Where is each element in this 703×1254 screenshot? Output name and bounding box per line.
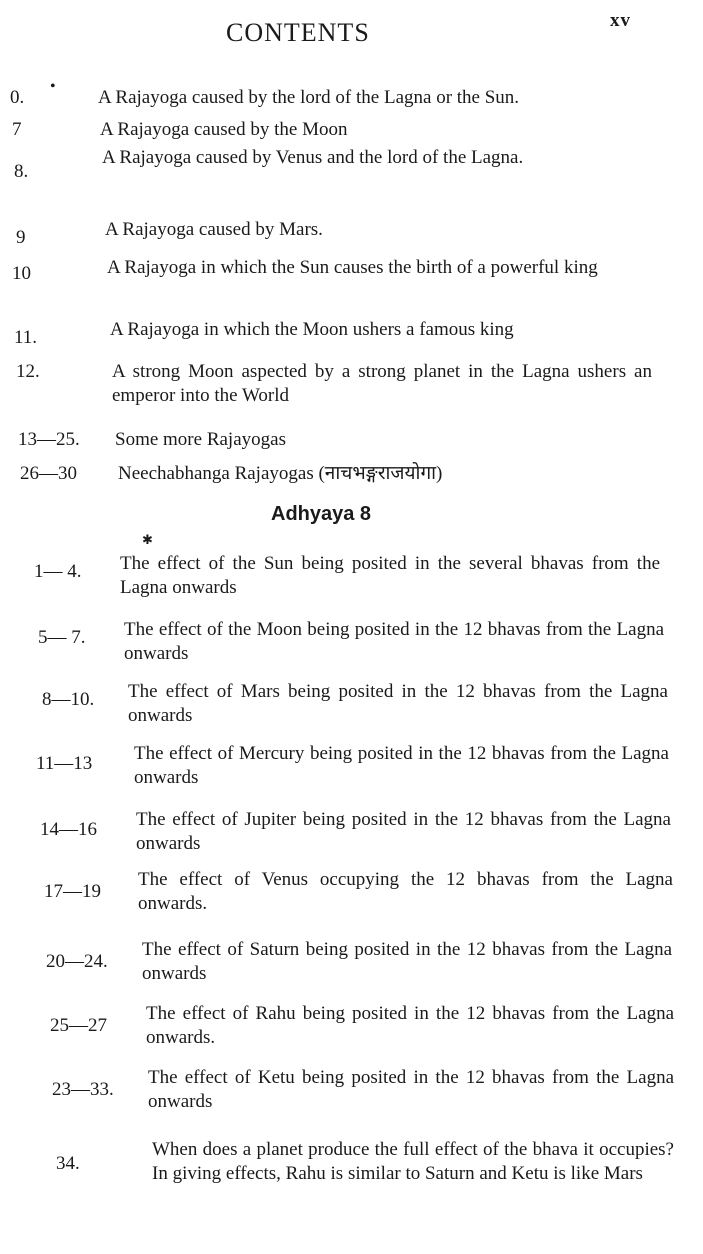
entry-number: 10: [12, 263, 31, 284]
contents-entry: [0, 146, 703, 200]
entry-text: The effect of Ketu being posited in the 12 bhavas from the Lagna onwards: [148, 1067, 674, 1112]
contents-entry: [0, 218, 703, 248]
contents-entry: [0, 868, 703, 922]
page-number: xv: [610, 10, 631, 31]
entry-number: 8—10.: [42, 689, 95, 710]
entry-number: 1— 4.: [34, 561, 82, 582]
contents-entry: [0, 86, 703, 116]
page-title: CONTENTS: [226, 18, 370, 47]
entry-number: 25—27: [50, 1015, 107, 1036]
entry-text: The effect of Jupiter being posited in the 12 bhavas from the Lagna onwards: [136, 809, 671, 854]
entry-text: A strong Moon aspected by a strong planet in the Lagna ushers an emperor into the World: [112, 361, 652, 406]
entry-number: 12.: [16, 361, 40, 382]
contents-entry: [0, 256, 703, 310]
contents-entry: [0, 360, 703, 414]
entry-number: 23—33.: [52, 1079, 114, 1100]
entry-text: The effect of Saturn being posited in the 12 bhavas from the Lagna onwards: [142, 939, 672, 984]
entry-text: The effect of Venus occupying the 12 bhavas from the Lagna onwards.: [138, 869, 673, 914]
entry-text: The effect of Mercury being posited in the 12 bhavas from the Lagna onwards: [134, 743, 669, 788]
entry-text: The effect of Mars being posited in the 12 bhavas from the Lagna onwards: [128, 681, 668, 726]
entry-number: 20—24.: [46, 951, 108, 972]
contents-entry: [0, 680, 703, 734]
section-heading: Adhyaya 8: [271, 503, 372, 525]
contents-entry: [0, 1002, 703, 1056]
entry-number: 14—16: [40, 819, 97, 840]
entry-number: 5— 7.: [38, 627, 86, 648]
entry-text: The effect of Rahu being posited in the 12 bhavas from the Lagna onwards.: [146, 1003, 674, 1048]
contents-entry: [0, 1138, 703, 1216]
bullet-mark: •: [50, 78, 56, 95]
entry-number: 9: [16, 227, 26, 248]
entry-number: 26—30: [20, 463, 77, 484]
contents-entry: [0, 618, 703, 672]
entry-text: A Rajayoga caused by the lord of the Lagna or the Sun.: [98, 87, 520, 108]
entry-text: The effect of the Sun being posited in the several bhavas from the Lagna onwards: [120, 553, 660, 598]
contents-entry: [0, 742, 703, 796]
entry-number: 17—19: [44, 881, 101, 902]
bullet-mark: ✱: [142, 532, 153, 547]
entry-number: 8.: [14, 161, 29, 182]
contents-entry: [0, 808, 703, 862]
entry-number: 11.: [14, 327, 38, 348]
contents-entry: [0, 462, 703, 492]
entry-text: The effect of the Moon being posited in the 12 bhavas from the Lagna onwards: [124, 619, 664, 664]
entry-number: 7: [12, 119, 22, 140]
entry-text: A Rajayoga caused by Venus and the lord of the Lagna.: [102, 147, 524, 168]
entry-number: 13—25.: [18, 429, 80, 450]
entry-text: A Rajayoga in which the Sun causes the birth of a powerful king: [107, 257, 598, 278]
contents-entry: [0, 938, 703, 992]
contents-entry: [0, 118, 703, 148]
entry-text: When does a planet produce the full effect of the bhava it occupies? In giving effects, Rahu is similar to Saturn and Ketu is like Mars: [152, 1139, 674, 1184]
entry-text: Neechabhanga Rajayogas (नाचभङ्गराजयोगा): [118, 463, 443, 484]
contents-entry: [0, 1066, 703, 1120]
entry-text: A Rajayoga caused by Mars.: [105, 219, 323, 240]
contents-entry: [0, 428, 703, 458]
entry-number: 0.: [10, 87, 25, 108]
entry-text: A Rajayoga in which the Moon ushers a famous king: [110, 319, 514, 340]
entry-text: A Rajayoga caused by the Moon: [100, 119, 348, 140]
entry-text: Some more Rajayogas: [115, 429, 286, 450]
entry-number: 11—13: [36, 753, 93, 774]
contents-entry: [0, 318, 703, 348]
contents-entry: [0, 552, 703, 606]
entry-number: 34.: [56, 1153, 80, 1174]
